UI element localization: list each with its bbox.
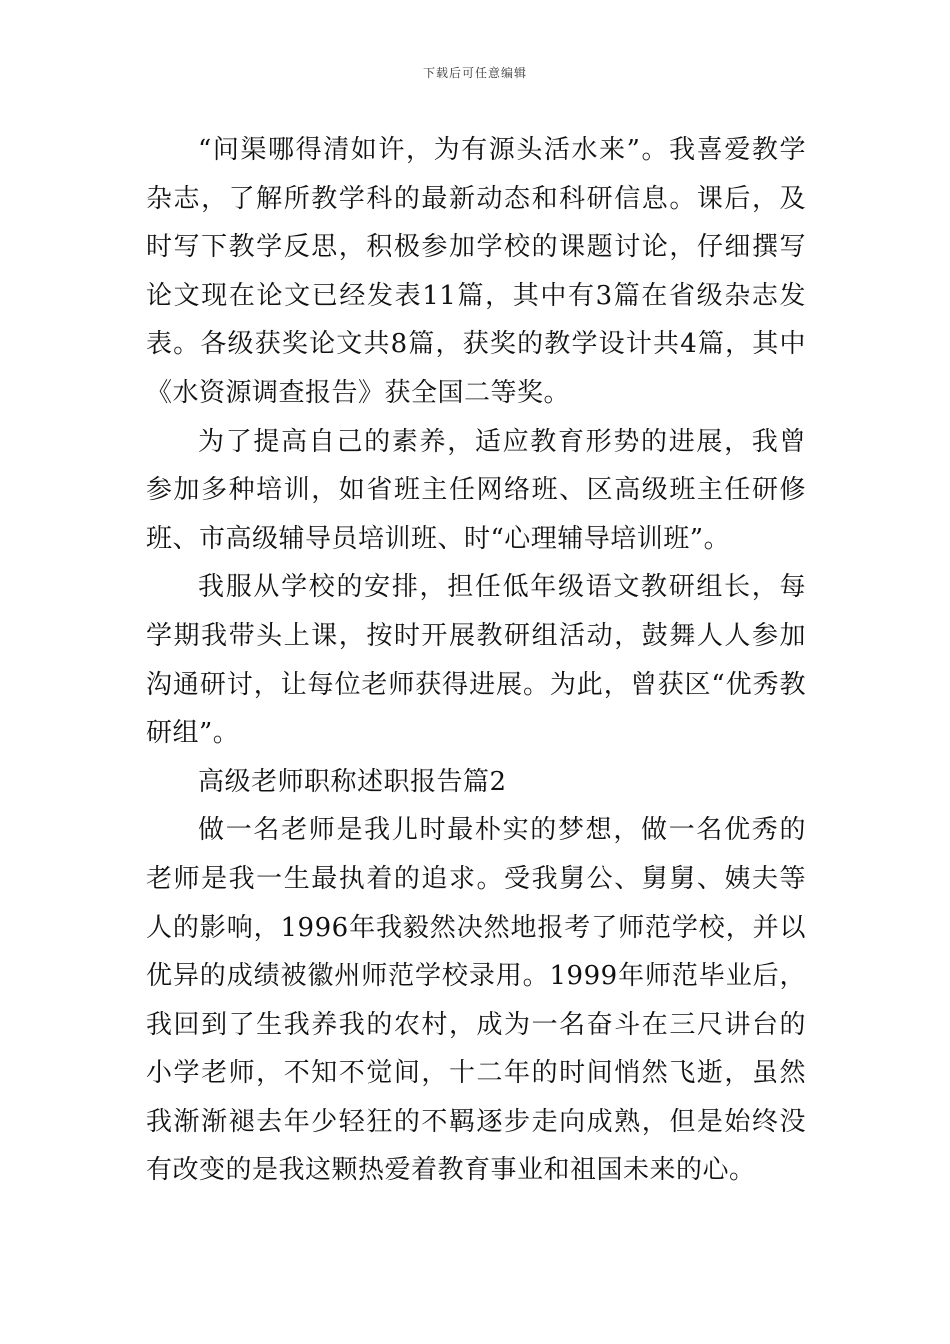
body-paragraph: “问渠哪得清如许，为有源头活水来”。我喜爱教学杂志，了解所教学科的最新动态和科研信息。课后，及时写下教学反思，积极参加学校的课题讨论，仔细撰写论文现在论文已经发表11篇，其中有3篇在省级杂志发表。各级获奖论文共8篇，获奖的教学设计共4篇，其中《水资源调查报告》获全国二等奖。 [146, 135, 806, 408]
body-paragraph: 我服从学校的安排，担任低年级语文教研组长，每学期我带头上课，按时开展教研组活动，鼓舞人人参加沟通研讨，让每位老师获得进展。为此，曾获区“优秀教研组”。 [146, 572, 806, 749]
body-paragraph: 为了提高自己的素养，适应教育形势的进展，我曾参加多种培训，如省班主任网络班、区高级班主任研修班、市高级辅导员培训班、时“心理辅导培训班”。 [146, 426, 806, 554]
body-paragraph: 做一名老师是我儿时最朴实的梦想，做一名优秀的老师是我一生最执着的追求。受我舅公、舅舅、姨夫等人的影响，1996年我毅然决然地报考了师范学校，并以优异的成绩被徽州师范学校录用。1999年师范毕业后，我回到了生我养我的农村，成为一名奋斗在三尺讲台的小学老师，不知不觉间，十二年的时间悄然飞逝，虽然我渐渐褪去年少轻狂的不羁逐步走向成熟，但是始终没有改变的是我这颗热爱着教育事业和祖国未来的心。 [146, 815, 806, 1186]
header-note: 下载后可任意编辑 [422, 66, 527, 80]
section-heading: 高级老师职称述职报告篇2 [198, 766, 507, 797]
document-body [146, 126, 806, 1195]
